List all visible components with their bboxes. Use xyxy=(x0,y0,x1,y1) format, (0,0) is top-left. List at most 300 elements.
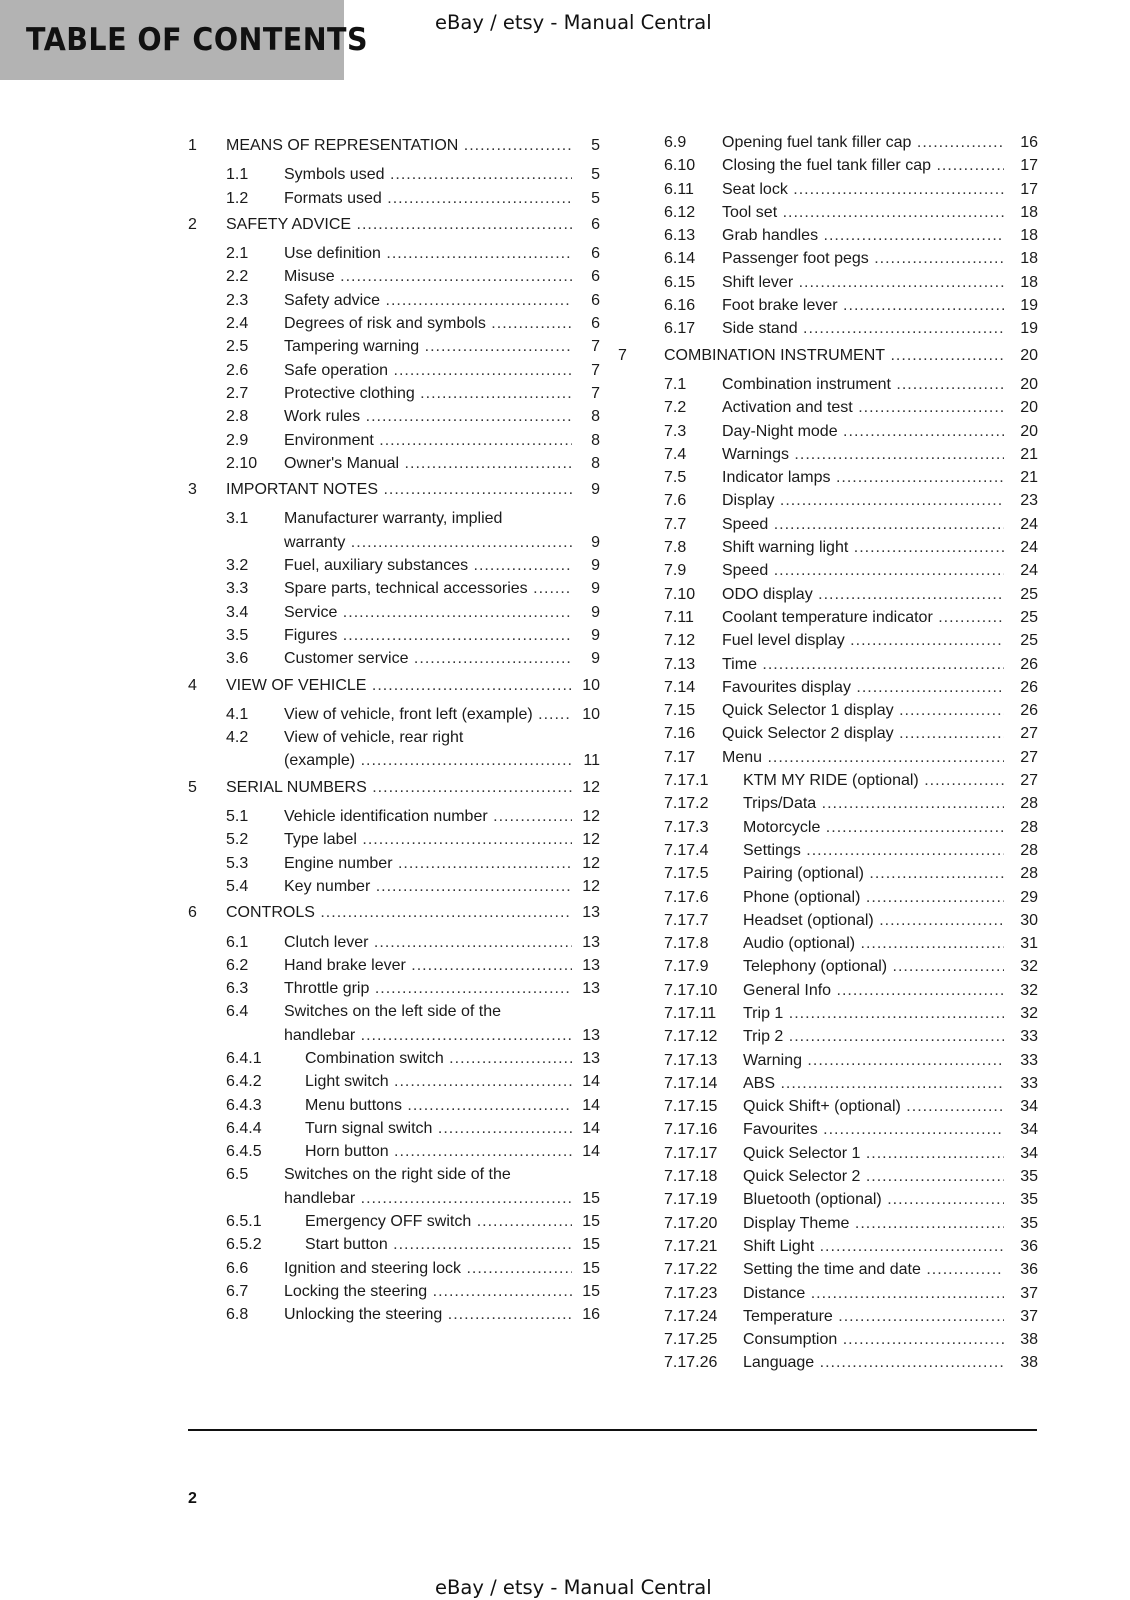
toc-entry-title: Settings ..... xyxy=(743,839,1004,862)
toc-entry-number: 7.17.12 xyxy=(664,1028,718,1046)
toc-entry-title: Temperature ..... xyxy=(743,1305,1004,1328)
toc-entry-number: 7.17.16 xyxy=(664,1121,718,1139)
toc-entry-page: 20 xyxy=(1013,344,1038,367)
toc-entry-number: 6.8 xyxy=(226,1306,249,1324)
toc-entry-page: 28 xyxy=(1013,816,1038,839)
toc-entry-page: 32 xyxy=(1013,979,1038,1002)
toc-entry-number: 6.4.1 xyxy=(226,1049,262,1067)
toc-entry-row[interactable] xyxy=(188,1047,600,1070)
toc-entry-number: 7.17.6 xyxy=(664,888,709,906)
toc-entry-number: 7.17.17 xyxy=(664,1144,718,1162)
toc-entry-title: Use definition ..... xyxy=(284,242,572,265)
toc-entry-row[interactable] xyxy=(188,749,600,772)
toc-entry-number: 6.11 xyxy=(664,180,694,198)
toc-entry-row[interactable] xyxy=(188,852,600,875)
toc-entry-row[interactable] xyxy=(188,1000,600,1023)
toc-entry-row[interactable] xyxy=(188,726,600,749)
toc-entry-title: Fuel level display ..... xyxy=(722,629,1004,652)
toc-entry-number: 7.1 xyxy=(664,375,687,393)
toc-entry-page: 34 xyxy=(1013,1118,1038,1141)
toc-entry-row[interactable] xyxy=(626,178,1038,201)
toc-entry-page: 13 xyxy=(575,954,600,977)
toc-entry-page: 14 xyxy=(575,1094,600,1117)
toc-entry-row[interactable] xyxy=(188,335,600,358)
toc-entry-row[interactable] xyxy=(626,1165,1038,1188)
toc-entry-row[interactable] xyxy=(188,624,600,647)
toc-entry-page: 24 xyxy=(1013,536,1038,559)
toc-entry-row[interactable] xyxy=(626,536,1038,559)
page-number: 2 xyxy=(188,1490,197,1507)
toc-entry-page: 25 xyxy=(1013,606,1038,629)
toc-entry-title: Trip 2 ..... xyxy=(743,1025,1004,1048)
toc-entry-row[interactable] xyxy=(626,1049,1038,1072)
toc-entry-row[interactable] xyxy=(626,653,1038,676)
toc-entry-title: Speed ..... xyxy=(722,513,1004,536)
toc-entry-row[interactable] xyxy=(188,875,600,898)
toc-entry-number: 2.1 xyxy=(226,245,249,263)
toc-entry-row[interactable] xyxy=(626,1305,1038,1328)
toc-entry-row[interactable] xyxy=(188,1140,600,1163)
toc-entry-row[interactable] xyxy=(188,1187,600,1210)
toc-entry-page: 19 xyxy=(1013,317,1038,340)
toc-entry-title: View of vehicle, front left (example) ..... xyxy=(284,703,572,726)
toc-entry-title: Warnings ..... xyxy=(722,443,1004,466)
toc-entry-title: ODO display ..... xyxy=(722,583,1004,606)
toc-entry-row[interactable] xyxy=(626,559,1038,582)
toc-entry-page: 17 xyxy=(1013,154,1038,177)
toc-entry-page: 16 xyxy=(575,1303,600,1326)
toc-entry-title: SAFETY ADVICE ..... xyxy=(226,213,572,236)
toc-entry-row[interactable] xyxy=(626,746,1038,769)
toc-entry-row[interactable] xyxy=(188,187,600,210)
toc-entry-row[interactable] xyxy=(626,676,1038,699)
toc-entry-title: Display Theme ..... xyxy=(743,1212,1004,1235)
toc-entry-page: 14 xyxy=(575,1117,600,1140)
toc-entry-number: 3.2 xyxy=(226,557,249,575)
toc-entry-title: Time ..... xyxy=(722,653,1004,676)
toc-entry-number: 7.17.19 xyxy=(664,1191,718,1209)
toc-entry-number: 6.4.3 xyxy=(226,1096,262,1114)
toc-entry-row[interactable] xyxy=(188,429,600,452)
toc-entry-title: Consumption ..... xyxy=(743,1328,1004,1351)
toc-entry-row[interactable] xyxy=(188,359,600,382)
toc-entry-row[interactable] xyxy=(626,699,1038,722)
toc-entry-row[interactable] xyxy=(626,909,1038,932)
toc-entry-page: 7 xyxy=(575,359,600,382)
toc-entry-number: 6.2 xyxy=(226,956,249,974)
toc-entry-number: 7.17.23 xyxy=(664,1284,718,1302)
toc-entry-title: Protective clothing ..... xyxy=(284,382,572,405)
toc-entry-page: 28 xyxy=(1013,792,1038,815)
toc-entry-number: 6.7 xyxy=(226,1282,249,1300)
toc-entry-row[interactable] xyxy=(188,163,600,186)
toc-entry-row[interactable] xyxy=(626,1351,1038,1374)
toc-entry-row[interactable] xyxy=(626,1072,1038,1095)
toc-entry-row[interactable] xyxy=(188,507,600,530)
toc-entry-number: 3.3 xyxy=(226,580,249,598)
toc-entry-page: 5 xyxy=(575,134,600,157)
toc-entry-page: 36 xyxy=(1013,1235,1038,1258)
toc-entry-number: 6.14 xyxy=(664,250,696,268)
toc-entry-row[interactable] xyxy=(188,452,600,475)
toc-entry-page: 13 xyxy=(575,901,600,924)
toc-entry-title: Switches on the right side of the xyxy=(284,1166,511,1184)
toc-entry-page: 9 xyxy=(575,478,600,501)
toc-entry-row[interactable] xyxy=(626,1188,1038,1211)
toc-entry-number: 2.3 xyxy=(226,291,249,309)
toc-entry-number: 7.17.15 xyxy=(664,1098,718,1116)
toc-entry-number: 7.17.14 xyxy=(664,1074,718,1092)
toc-entry-page: 12 xyxy=(575,776,600,799)
toc-entry-row[interactable] xyxy=(626,1235,1038,1258)
toc-entry-row[interactable] xyxy=(626,862,1038,885)
toc-entry-row[interactable] xyxy=(188,242,600,265)
toc-entry-number: 2.4 xyxy=(226,315,249,333)
toc-entry-row[interactable] xyxy=(626,769,1038,792)
toc-entry-title: Turn signal switch ..... xyxy=(305,1117,572,1140)
toc-entry-page: 15 xyxy=(575,1257,600,1280)
toc-entry-title: Favourites ..... xyxy=(743,1118,1004,1141)
toc-entry-number: 6.13 xyxy=(664,227,696,245)
toc-entry-row[interactable] xyxy=(188,289,600,312)
toc-entry-title: Formats used ..... xyxy=(284,187,572,210)
toc-entry-number: 6.4.4 xyxy=(226,1119,262,1137)
toc-entry-number: 7.17 xyxy=(664,748,696,766)
toc-entry-page: 12 xyxy=(575,805,600,828)
toc-entry-number: 7.17.20 xyxy=(664,1214,718,1232)
toc-entry-page: 29 xyxy=(1013,886,1038,909)
toc-entry-number: 5.1 xyxy=(226,808,249,826)
toc-entry-title: Throttle grip ..... xyxy=(284,977,572,1000)
toc-right-column xyxy=(618,131,1038,1375)
toc-entry-page: 8 xyxy=(575,429,600,452)
toc-entry-title: Shift lever ..... xyxy=(722,271,1004,294)
page-title: TABLE OF CONTENTS xyxy=(26,22,368,58)
toc-entry-row[interactable] xyxy=(626,955,1038,978)
toc-entry-title: Key number ..... xyxy=(284,875,572,898)
toc-entry-title: Quick Selector 2 display ..... xyxy=(722,722,1004,745)
toc-entry-number: 7.17.8 xyxy=(664,935,709,953)
toc-entry-row[interactable] xyxy=(626,373,1038,396)
toc-entry-number: 6.16 xyxy=(664,297,696,315)
toc-entry-number: 3.5 xyxy=(226,626,249,644)
toc-entry-row[interactable] xyxy=(626,1025,1038,1048)
toc-entry-page: 23 xyxy=(1013,489,1038,512)
toc-entry-page: 27 xyxy=(1013,722,1038,745)
toc-entry-page: 16 xyxy=(1013,131,1038,154)
toc-entry-row[interactable] xyxy=(626,1282,1038,1305)
toc-entry-row[interactable] xyxy=(188,703,600,726)
toc-entry-title: Degrees of risk and symbols ..... xyxy=(284,312,572,335)
toc-entry-page: 15 xyxy=(575,1210,600,1233)
toc-entry-page: 25 xyxy=(1013,583,1038,606)
toc-entry-page: 18 xyxy=(1013,271,1038,294)
toc-entry-number: 7.6 xyxy=(664,492,687,510)
toc-entry-row[interactable] xyxy=(626,131,1038,154)
toc-entry-page: 27 xyxy=(1013,746,1038,769)
toc-entry-page: 35 xyxy=(1013,1165,1038,1188)
toc-entry-row[interactable] xyxy=(626,201,1038,224)
toc-entry-row[interactable] xyxy=(626,1212,1038,1235)
toc-entry-title: Ignition and steering lock ..... xyxy=(284,1257,572,1280)
toc-entry-page: 24 xyxy=(1013,513,1038,536)
toc-entry-title: View of vehicle, rear right xyxy=(284,729,464,747)
toc-entry-page: 7 xyxy=(575,382,600,405)
toc-entry-number: 6.15 xyxy=(664,273,696,291)
toc-entry-number: 1.1 xyxy=(226,166,249,184)
toc-entry-row[interactable] xyxy=(188,1117,600,1140)
toc-entry-page: 32 xyxy=(1013,1002,1038,1025)
toc-entry-page: 11 xyxy=(575,749,600,772)
toc-entry-page: 21 xyxy=(1013,466,1038,489)
toc-entry-page: 34 xyxy=(1013,1142,1038,1165)
toc-entry-row[interactable] xyxy=(626,932,1038,955)
toc-entry-title: Favourites display ..... xyxy=(722,676,1004,699)
toc-entry-title: VIEW OF VEHICLE ..... xyxy=(226,674,572,697)
toc-chapter-row[interactable] xyxy=(188,478,600,501)
toc-entry-page: 9 xyxy=(575,601,600,624)
toc-chapter-row[interactable] xyxy=(188,901,600,924)
toc-entry-title: Speed ..... xyxy=(722,559,1004,582)
toc-entry-row[interactable] xyxy=(188,554,600,577)
toc-entry-row[interactable] xyxy=(188,954,600,977)
toc-entry-title: Fuel, auxiliary substances ..... xyxy=(284,554,572,577)
toc-entry-row[interactable] xyxy=(626,839,1038,862)
toc-entry-page: 13 xyxy=(575,931,600,954)
toc-entry-row[interactable] xyxy=(188,531,600,554)
toc-entry-number: 5 xyxy=(188,778,197,796)
toc-entry-number: 7.9 xyxy=(664,562,687,580)
toc-entry-number: 3.4 xyxy=(226,603,249,621)
toc-entry-title: Shift warning light ..... xyxy=(722,536,1004,559)
toc-entry-page: 30 xyxy=(1013,909,1038,932)
toc-entry-row[interactable] xyxy=(188,1210,600,1233)
toc-entry-row[interactable] xyxy=(188,1280,600,1303)
toc-entry-row[interactable] xyxy=(188,577,600,600)
toc-entry-title: Trips/Data ..... xyxy=(743,792,1004,815)
toc-entry-row[interactable] xyxy=(626,247,1038,270)
toc-entry-row[interactable] xyxy=(626,513,1038,536)
toc-entry-number: 6 xyxy=(188,904,197,922)
toc-entry-page: 15 xyxy=(575,1233,600,1256)
toc-entry-number: 7.17.21 xyxy=(664,1237,718,1255)
toc-entry-page: 15 xyxy=(575,1187,600,1210)
toc-left-column xyxy=(188,131,600,1327)
toc-entry-row[interactable] xyxy=(626,1258,1038,1281)
toc-entry-title: (example) ..... xyxy=(284,749,572,772)
toc-entry-number: 2 xyxy=(188,215,197,233)
toc-entry-row[interactable] xyxy=(188,1257,600,1280)
toc-entry-title: Closing the fuel tank filler cap ..... xyxy=(722,154,1004,177)
toc-entry-title: Type label ..... xyxy=(284,828,572,851)
toc-entry-title: Headset (optional) ..... xyxy=(743,909,1004,932)
toc-entry-row[interactable] xyxy=(626,886,1038,909)
toc-entry-number: 7.17.10 xyxy=(664,981,718,999)
toc-entry-number: 7.17.25 xyxy=(664,1331,718,1349)
toc-chapter-row[interactable] xyxy=(188,134,600,157)
toc-entry-row[interactable] xyxy=(188,977,600,1000)
toc-entry-row[interactable] xyxy=(188,1094,600,1117)
toc-entry-row[interactable] xyxy=(626,154,1038,177)
toc-entry-page: 9 xyxy=(575,577,600,600)
toc-entry-row[interactable] xyxy=(626,294,1038,317)
toc-entry-page: 35 xyxy=(1013,1212,1038,1235)
toc-entry-row[interactable] xyxy=(626,792,1038,815)
watermark-bottom: eBay / etsy - Manual Central xyxy=(435,1576,712,1599)
toc-entry-row[interactable] xyxy=(626,583,1038,606)
toc-entry-number: 3.1 xyxy=(226,510,249,528)
toc-entry-row[interactable] xyxy=(626,466,1038,489)
toc-entry-title: Trip 1 ..... xyxy=(743,1002,1004,1025)
toc-chapter-row[interactable] xyxy=(188,776,600,799)
toc-entry-page: 38 xyxy=(1013,1328,1038,1351)
toc-entry-row[interactable] xyxy=(188,931,600,954)
toc-entry-page: 33 xyxy=(1013,1049,1038,1072)
toc-entry-page: 12 xyxy=(575,828,600,851)
toc-entry-page: 33 xyxy=(1013,1025,1038,1048)
toc-entry-row[interactable] xyxy=(626,317,1038,340)
toc-entry-row[interactable] xyxy=(188,828,600,851)
toc-entry-number: 7.17.1 xyxy=(664,772,709,790)
toc-entry-title: Safety advice ..... xyxy=(284,289,572,312)
toc-entry-page: 32 xyxy=(1013,955,1038,978)
toc-entry-title: Tampering warning ..... xyxy=(284,335,572,358)
toc-entry-number: 3.6 xyxy=(226,650,249,668)
toc-entry-page: 24 xyxy=(1013,559,1038,582)
toc-entry-title: Opening fuel tank filler cap ..... xyxy=(722,131,1004,154)
toc-entry-title: Foot brake lever ..... xyxy=(722,294,1004,317)
toc-entry-page: 6 xyxy=(575,289,600,312)
toc-entry-title: Activation and test ..... xyxy=(722,396,1004,419)
toc-entry-number: 6.5.2 xyxy=(226,1236,262,1254)
toc-entry-title: Misuse ..... xyxy=(284,265,572,288)
toc-entry-title: COMBINATION INSTRUMENT ..... xyxy=(664,344,1004,367)
toc-entry-page: 20 xyxy=(1013,396,1038,419)
toc-chapter-row[interactable] xyxy=(618,344,1038,367)
toc-entry-number: 2.5 xyxy=(226,338,249,356)
toc-entry-page: 9 xyxy=(575,531,600,554)
toc-entry-row[interactable] xyxy=(188,382,600,405)
toc-entry-number: 6.5 xyxy=(226,1166,249,1184)
toc-entry-title: Side stand ..... xyxy=(722,317,1004,340)
toc-entry-row[interactable] xyxy=(188,312,600,335)
toc-entry-page: 6 xyxy=(575,213,600,236)
toc-entry-row[interactable] xyxy=(188,1163,600,1186)
toc-entry-number: 7.12 xyxy=(664,632,696,650)
footer-rule xyxy=(188,1429,1037,1431)
toc-entry-number: 7.17.5 xyxy=(664,865,709,883)
toc-entry-number: 7.17.4 xyxy=(664,841,709,859)
toc-entry-title: Shift Light ..... xyxy=(743,1235,1004,1258)
toc-entry-title: handlebar ..... xyxy=(284,1187,572,1210)
toc-entry-title: Hand brake lever ..... xyxy=(284,954,572,977)
toc-entry-number: 7.7 xyxy=(664,515,687,533)
toc-entry-title: Safe operation ..... xyxy=(284,359,572,382)
toc-entry-page: 26 xyxy=(1013,676,1038,699)
toc-entry-row[interactable] xyxy=(626,443,1038,466)
toc-entry-page: 12 xyxy=(575,852,600,875)
toc-entry-page: 28 xyxy=(1013,862,1038,885)
toc-entry-number: 6.10 xyxy=(664,157,696,175)
toc-entry-title: General Info ..... xyxy=(743,979,1004,1002)
toc-entry-page: 13 xyxy=(575,977,600,1000)
toc-entry-row[interactable] xyxy=(626,271,1038,294)
toc-entry-row[interactable] xyxy=(626,1002,1038,1025)
toc-entry-page: 37 xyxy=(1013,1282,1038,1305)
toc-entry-title: Telephony (optional) ..... xyxy=(743,955,1004,978)
toc-entry-number: 7.17.13 xyxy=(664,1051,718,1069)
toc-entry-page: 27 xyxy=(1013,769,1038,792)
toc-chapter-row[interactable] xyxy=(188,674,600,697)
toc-entry-page: 5 xyxy=(575,187,600,210)
toc-entry-row[interactable] xyxy=(188,1024,600,1047)
toc-entry-row[interactable] xyxy=(626,396,1038,419)
toc-entry-number: 5.4 xyxy=(226,877,249,895)
toc-entry-row[interactable] xyxy=(188,601,600,624)
toc-entry-number: 2.8 xyxy=(226,408,249,426)
toc-entry-title: Quick Selector 2 ..... xyxy=(743,1165,1004,1188)
toc-entry-row[interactable] xyxy=(626,1142,1038,1165)
toc-entry-title: Combination switch ..... xyxy=(305,1047,572,1070)
toc-entry-row[interactable] xyxy=(626,816,1038,839)
toc-entry-title: Indicator lamps ..... xyxy=(722,466,1004,489)
toc-entry-row[interactable] xyxy=(626,979,1038,1002)
toc-entry-row[interactable] xyxy=(188,265,600,288)
toc-entry-row[interactable] xyxy=(188,805,600,828)
toc-entry-number: 7 xyxy=(618,346,627,364)
toc-entry-row[interactable] xyxy=(626,722,1038,745)
toc-entry-row[interactable] xyxy=(188,1070,600,1093)
toc-entry-number: 1 xyxy=(188,137,197,154)
toc-entry-title: Vehicle identification number ..... xyxy=(284,805,572,828)
toc-entry-page: 9 xyxy=(575,624,600,647)
toc-entry-page: 36 xyxy=(1013,1258,1038,1281)
toc-entry-number: 5.2 xyxy=(226,831,249,849)
toc-entry-number: 6.5.1 xyxy=(226,1213,262,1231)
toc-entry-page: 25 xyxy=(1013,629,1038,652)
toc-entry-row[interactable] xyxy=(188,405,600,428)
toc-entry-page: 12 xyxy=(575,875,600,898)
toc-entry-title: Light switch ..... xyxy=(305,1070,572,1093)
toc-entry-page: 20 xyxy=(1013,420,1038,443)
toc-entry-title: Tool set ..... xyxy=(722,201,1004,224)
toc-entry-title: Locking the steering ..... xyxy=(284,1280,572,1303)
toc-entry-page: 14 xyxy=(575,1140,600,1163)
toc-entry-page: 5 xyxy=(575,163,600,186)
toc-entry-row[interactable] xyxy=(626,629,1038,652)
toc-entry-row[interactable] xyxy=(626,1328,1038,1351)
toc-entry-number: 7.17.24 xyxy=(664,1307,718,1325)
toc-entry-row[interactable] xyxy=(626,489,1038,512)
toc-entry-row[interactable] xyxy=(626,606,1038,629)
toc-entry-title: Environment ..... xyxy=(284,429,572,452)
toc-entry-row[interactable] xyxy=(626,1095,1038,1118)
toc-entry-row[interactable] xyxy=(188,647,600,670)
toc-entry-number: 6.12 xyxy=(664,203,696,221)
toc-entry-page: 18 xyxy=(1013,201,1038,224)
toc-entry-row[interactable] xyxy=(626,1118,1038,1141)
toc-entry-number: 2.10 xyxy=(226,454,258,472)
toc-entry-row[interactable] xyxy=(626,224,1038,247)
toc-entry-row[interactable] xyxy=(188,1233,600,1256)
toc-chapter-row[interactable] xyxy=(188,213,600,236)
toc-entry-row[interactable] xyxy=(188,1303,600,1326)
toc-entry-row[interactable] xyxy=(626,420,1038,443)
toc-entry-number: 6.17 xyxy=(664,320,696,338)
toc-entry-page: 6 xyxy=(575,242,600,265)
toc-entry-title: handlebar ..... xyxy=(284,1024,572,1047)
toc-entry-number: 7.17.7 xyxy=(664,911,709,929)
